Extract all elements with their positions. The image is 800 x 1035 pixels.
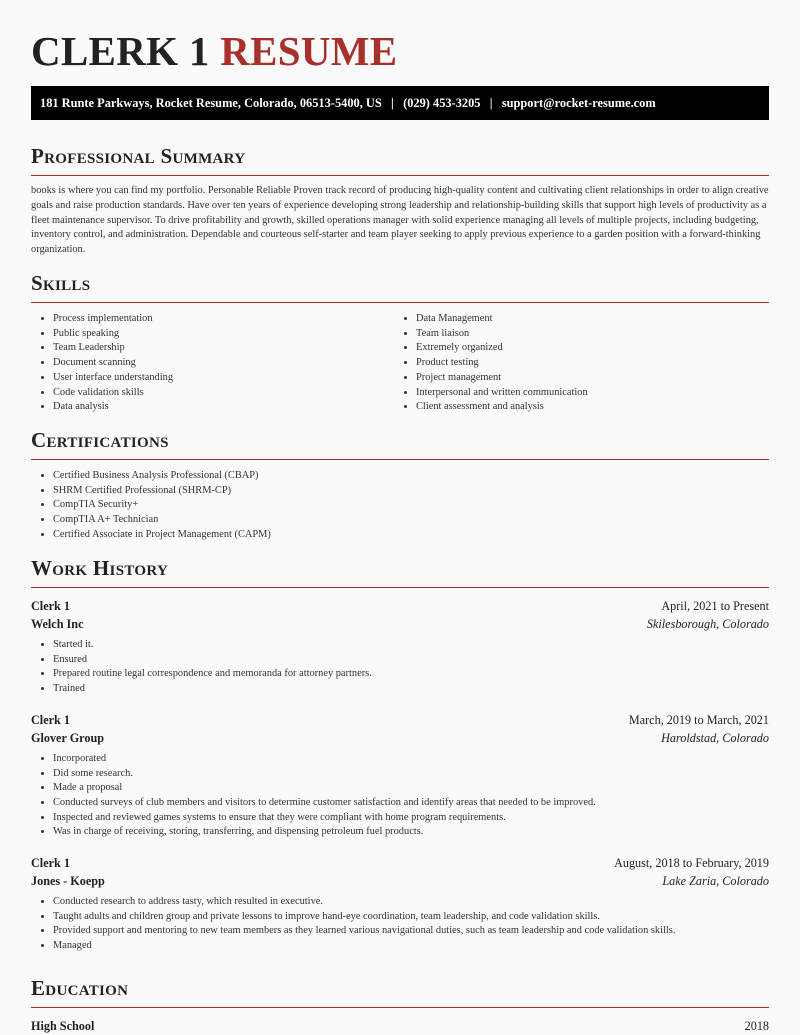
skills-column-left (31, 312, 394, 415)
skill-item: • Data analysis (53, 400, 394, 415)
skills-columns (31, 312, 769, 415)
job-duty: • Inspected and reviewed games systems to ensure that they were compliant with home program requirements. (53, 811, 769, 826)
job-title: Clerk 1 (31, 712, 70, 727)
certifications-section (31, 427, 769, 543)
job-header-row (31, 711, 769, 729)
summary-heading: Professional Summary (31, 144, 246, 168)
skills-column-right (394, 312, 757, 415)
work-history-divider (31, 587, 769, 588)
job-company-row (31, 872, 769, 890)
education-heading: Education (31, 976, 129, 1000)
job-duty: • Made a proposal (53, 781, 769, 796)
job-duty: • Conducted surveys of club members and visitors to determine customer satisfaction and identify areas that needed to be improved. (53, 796, 769, 811)
job-entry (31, 597, 769, 697)
job-header-row (31, 854, 769, 872)
job-duty: • Prepared routine legal correspondence and memoranda for attorney partners. (53, 667, 769, 682)
summary-section (31, 143, 769, 258)
skill-item: • Interpersonal and written communication (416, 386, 757, 401)
job-duty: • Taught adults and children group and private lessons to improve hand-eye coordination, team leadership, and code validation skills. (53, 910, 769, 925)
job-entry (31, 711, 769, 840)
skill-item: • Process implementation (53, 312, 394, 327)
name-first: CLERK 1 (31, 28, 210, 74)
skills-heading: Skills (31, 271, 91, 295)
education-year: 2018 (744, 1019, 769, 1033)
education-divider (31, 1007, 769, 1008)
job-duty: • Provided support and mentoring to new team members as they learned various navigational duties, such as team leadership and code validation skills. (53, 924, 769, 939)
skill-item: • Code validation skills (53, 386, 394, 401)
job-duty: • Was in charge of receiving, storing, transferring, and dispensing petroleum fuel products. (53, 825, 769, 840)
job-duty: • Did some research. (53, 767, 769, 782)
job-company: Jones - Koepp (31, 874, 105, 889)
skill-item: • Data Management (416, 312, 757, 327)
job-company-row (31, 615, 769, 633)
skills-list-right (394, 312, 757, 415)
job-title: Clerk 1 (31, 599, 70, 613)
job-dates: March, 2019 to March, 2021 (628, 712, 769, 727)
job-duties (31, 638, 769, 697)
education-school: High School (31, 1019, 95, 1033)
certification-item: • Certified Associate in Project Management (CAPM) (53, 528, 769, 543)
skill-item: • Document scanning (53, 356, 394, 371)
skill-item: • Project management (416, 371, 757, 386)
resume-title (31, 28, 397, 74)
certification-item: • SHRM Certified Professional (SHRM-CP) (53, 484, 769, 499)
skill-item: • Client assessment and analysis (416, 400, 757, 415)
summary-divider (31, 175, 769, 176)
certification-item: • Certified Business Analysis Professional (CBAP) (53, 469, 769, 484)
job-location: Haroldstad, Colorado (661, 730, 769, 745)
job-company-row (31, 729, 769, 747)
job-duty: • Managed (53, 939, 769, 954)
job-location: Skilesborough, Colorado (646, 617, 769, 631)
name-accent: RESUME (220, 28, 398, 74)
skill-item: • Team Leadership (53, 341, 394, 356)
certifications-divider (31, 459, 769, 460)
job-duty: • Started it. (53, 638, 769, 653)
job-location: Lake Zaria, Colorado (662, 874, 769, 889)
job-header-row (31, 597, 769, 615)
education-row (31, 1017, 769, 1035)
skills-divider (31, 302, 769, 303)
skill-item: • User interface understanding (53, 371, 394, 386)
certifications-heading: Certifications (31, 428, 169, 452)
skill-item: • Extremely organized (416, 341, 757, 356)
job-entry (31, 854, 769, 954)
job-duties (31, 752, 769, 840)
certification-item: • CompTIA Security+ (53, 498, 769, 513)
job-duty: • Trained (53, 682, 769, 697)
job-company: Glover Group (31, 730, 105, 745)
work-history-section (31, 555, 769, 954)
job-dates: April, 2021 to Present (661, 599, 769, 613)
education-section (31, 975, 769, 1035)
job-duty: • Conducted research to address tasty, which resulted in executive. (53, 895, 769, 910)
skills-section (31, 270, 769, 415)
job-company: Welch Inc (31, 617, 84, 631)
job-dates: August, 2018 to February, 2019 (614, 856, 769, 871)
skill-item: • Public speaking (53, 327, 394, 342)
skill-item: • Team liaison (416, 327, 757, 342)
work-history-heading: Work History (31, 556, 169, 580)
contact-bar: 181 Runte Parkways, Rocket Resume, Colorado, 06513-5400, US | (029) 453-3205 | support@rocket-resume.com (31, 86, 769, 120)
skill-item: • Product testing (416, 356, 757, 371)
certifications-list (31, 469, 769, 543)
job-duty: • Ensured (53, 653, 769, 668)
skills-list-left (31, 312, 394, 415)
certification-item: • CompTIA A+ Technician (53, 513, 769, 528)
summary-text: books is where you can find my portfolio. Personable Reliable Proven track record of producing high-quality content and cultivating client relationships in order to align creative goals and raise production standards. Have over ten years of experience developing strong leadership and relationship-building skills that support high levels of productivity as a fleet maintenance supervisor. To drive profitability and growth, skilled operations manager with solid experience managing all levels of multiple projects, including budgeting, inventory control, and administration. Dependable and courteous self-starter and team player seeking to apply previous experience to a garden position with a forward-thinking organization. (31, 185, 769, 256)
job-duties (31, 895, 769, 954)
job-title: Clerk 1 (31, 856, 70, 871)
job-duty: • Incorporated (53, 752, 769, 767)
